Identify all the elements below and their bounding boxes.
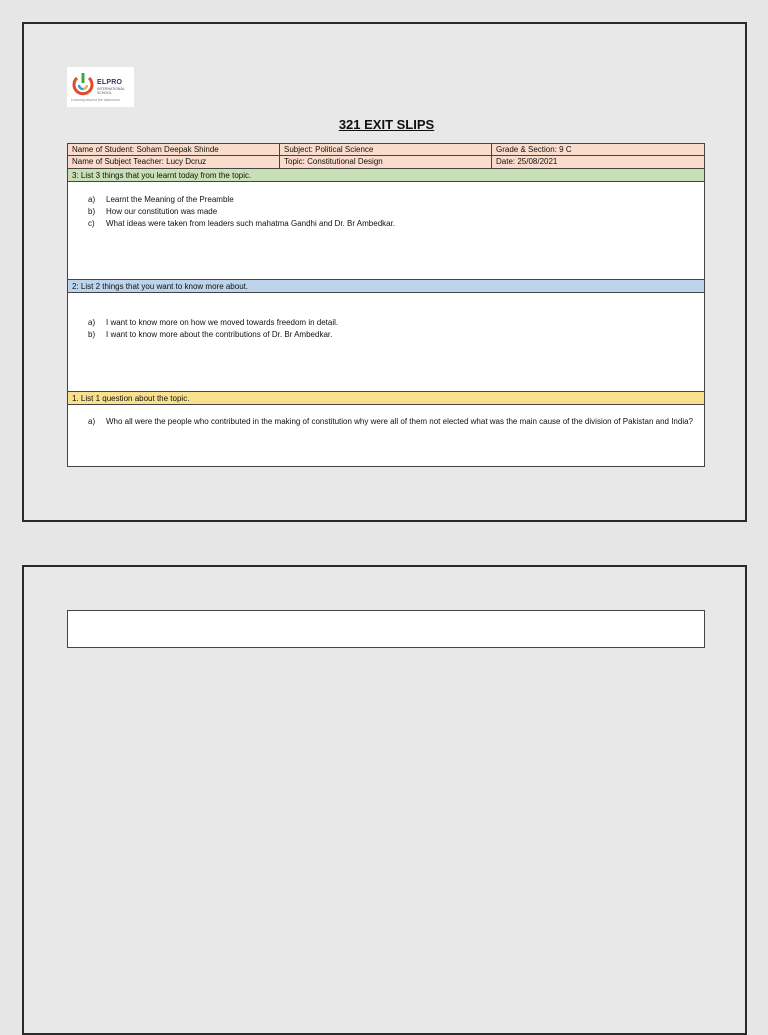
item-marker: a)	[88, 417, 96, 426]
exit-slip-table	[67, 143, 705, 467]
student-name-cell: Name of Student: Soham Deepak Shinde	[67, 143, 280, 156]
item-text: I want to know more on how we moved towards freedom in detail.	[106, 318, 339, 327]
item-text: How our constitution was made	[106, 207, 218, 216]
item-marker: b)	[88, 330, 96, 339]
subject-cell: Subject: Political Science	[279, 143, 492, 156]
item-marker: a)	[88, 318, 96, 327]
topic-cell: Topic: Constitutional Design	[279, 155, 492, 169]
logo-subtitle: INTERNATIONAL SCHOOL	[97, 87, 125, 95]
teacher-name-cell: Name of Subject Teacher: Lucy Dcruz	[67, 155, 280, 169]
document-page-2	[22, 565, 747, 1035]
list-item	[88, 206, 704, 218]
section-learnt-heading: 3: List 3 things that you learnt today from the topic.	[67, 168, 705, 182]
item-marker: a)	[88, 195, 96, 204]
info-row-2	[67, 156, 705, 169]
page-title: 321 EXIT SLIPS	[338, 117, 435, 132]
section-learnt-body	[67, 182, 705, 280]
section-question-heading: 1. List 1 question about the topic.	[67, 391, 705, 405]
date-cell: Date: 25/08/2021	[491, 155, 705, 169]
document-page-1	[22, 22, 747, 522]
item-marker: b)	[88, 207, 96, 216]
section-know-more-body	[67, 293, 705, 392]
item-text: Learnt the Meaning of the Preamble	[106, 195, 234, 204]
empty-text-box	[67, 610, 705, 648]
list-item	[88, 329, 704, 341]
item-text: What ideas were taken from leaders such mahatma Gandhi and Dr. Br Ambedkar.	[106, 219, 396, 228]
item-text: Who all were the people who contributed in the making of constitution why were all of them not elected what was the main cause of the division of Pakistan and India?	[106, 417, 694, 426]
logo-brand: ELPRO	[97, 79, 123, 86]
section-know-more-heading: 2: List 2 things that you want to know more about.	[67, 279, 705, 293]
list-item	[88, 416, 704, 428]
school-logo	[67, 67, 134, 107]
list-item	[88, 194, 704, 206]
item-text: I want to know more about the contributions of Dr. Br Ambedkar.	[106, 330, 333, 339]
list-item	[88, 218, 704, 230]
grade-section-cell: Grade & Section: 9 C	[491, 143, 705, 156]
section-question-body	[67, 405, 705, 467]
list-item	[88, 317, 704, 329]
logo-tagline: Learning beyond the classroom	[71, 98, 120, 102]
item-marker: c)	[88, 219, 95, 228]
power-ring-icon	[70, 72, 96, 96]
